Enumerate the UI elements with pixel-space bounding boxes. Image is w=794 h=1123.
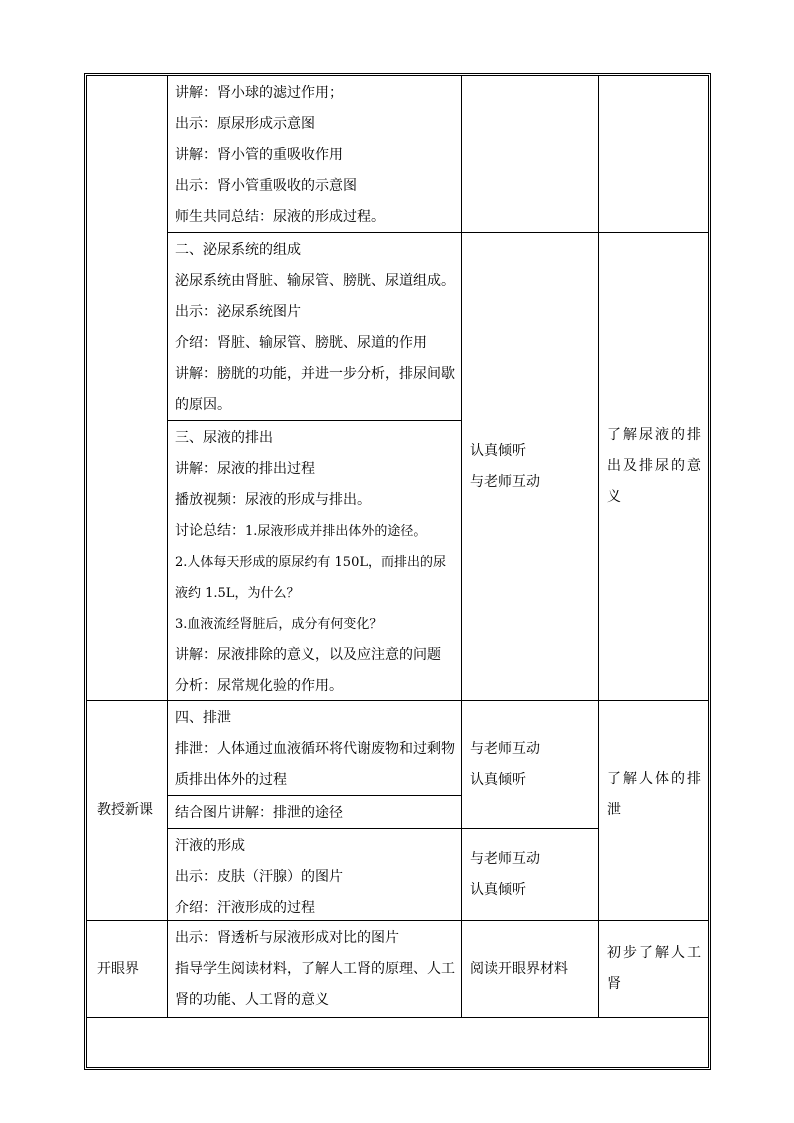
text-line: 讲解：膀胱的功能，并进一步分析，排尿间歇	[175, 366, 455, 382]
intent-line: 肾	[607, 976, 623, 992]
discussion-item: 3.血液流经肾脏后，成分有何变化？	[175, 617, 383, 632]
student-activity: 认真倾听	[470, 442, 526, 459]
teacher-cell-sweat	[167, 828, 462, 921]
text-line: 的原因。	[175, 397, 231, 413]
section-heading: 二、泌尿系统的组成	[175, 242, 301, 258]
student-cell-excretion	[461, 700, 599, 829]
discussion-item: 液约 1.5L，为什么？	[175, 586, 300, 601]
section-heading: 三、尿液的排出	[175, 430, 273, 446]
text-line: 讲解：尿液的排出过程	[175, 461, 315, 477]
intent-line: 出及排尿的意	[607, 458, 703, 474]
intent-cell-empty	[598, 75, 709, 233]
text-line: 出示：泌尿系统图片	[175, 304, 301, 320]
text-line: 介绍：肾脏、输尿管、膀胱、尿道的作用	[175, 335, 427, 351]
text-line: 汗液的形成	[175, 838, 245, 854]
text-line: 出示：肾小管重吸收的示意图	[175, 178, 357, 194]
text-line: 讲解：肾小球的滤过作用；	[175, 85, 343, 101]
stage-label: 教授新课	[97, 802, 153, 818]
teacher-cell-eye-opener	[167, 920, 462, 1018]
teacher-cell-urine-discharge	[167, 420, 462, 701]
teacher-cell-excretion	[167, 700, 462, 796]
intent-cell-excretion	[598, 700, 709, 921]
student-activity: 认真倾听	[470, 771, 526, 788]
text-line: 分析：尿常规化验的作用。	[175, 678, 343, 694]
student-activity: 与老师互动	[470, 740, 540, 757]
teacher-cell-excretion-path	[167, 795, 462, 829]
student-activity: 阅读开眼界材料	[470, 960, 568, 977]
discussion-label: 讨论总结：	[175, 523, 245, 539]
text-line: 播放视频：尿液的形成与排出。	[175, 492, 371, 508]
intent-line: 了解尿液的排	[607, 427, 703, 443]
student-cell-empty	[461, 75, 599, 233]
intent-cell-urine	[598, 232, 709, 701]
text-line: 排泄：人体通过血液循环将代谢废物和过剩物	[175, 741, 455, 757]
student-activity: 认真倾听	[470, 881, 526, 898]
section-heading: 四、排泄	[175, 710, 231, 726]
text-line: 质排出体外的过程	[175, 772, 287, 788]
stage-cell-empty	[86, 75, 168, 701]
stage-cell-eye-opener	[86, 920, 168, 1018]
teacher-cell-urinary-system	[167, 232, 462, 421]
discussion-item: 1.尿液形成并排出体外的途径。	[245, 524, 427, 539]
stage-label: 开眼界	[97, 960, 139, 977]
text-line: 出示：皮肤（汗腺）的图片	[175, 869, 343, 885]
student-cell-sweat	[461, 828, 599, 921]
text-line: 出示：原尿形成示意图	[175, 116, 315, 132]
discussion-line	[175, 516, 461, 547]
student-cell-eye-opener	[461, 920, 599, 1018]
text-line: 肾的功能、人工肾的意义	[175, 992, 329, 1008]
intent-line: 初步了解人工	[607, 945, 703, 961]
text-line: 泌尿系统由肾脏、输尿管、膀胱、尿道组成。	[175, 273, 455, 289]
text-line: 介绍：汗液形成的过程	[175, 900, 315, 916]
text-line: 出示：肾透析与尿液形成对比的图片	[175, 930, 399, 946]
intent-line: 泄	[607, 802, 623, 818]
student-activity: 与老师互动	[470, 473, 540, 490]
text-line: 讲解：肾小管的重吸收作用	[175, 147, 343, 163]
intent-line: 义	[607, 489, 623, 505]
table-empty-footer-row	[86, 1017, 709, 1068]
student-activity: 与老师互动	[470, 850, 540, 867]
text-line: 结合图片讲解：排泄的途径	[175, 805, 343, 821]
student-cell-urine	[461, 232, 599, 701]
discussion-item: 2.人体每天形成的原尿约有 150L，而排出的尿	[175, 555, 446, 570]
teacher-cell-kidney-process	[167, 75, 462, 233]
intent-line: 了解人体的排	[607, 771, 703, 787]
text-line: 讲解：尿液排除的意义，以及应注意的问题	[175, 647, 441, 663]
text-line: 指导学生阅读材料，了解人工肾的原理、人工	[175, 961, 455, 977]
stage-cell-new-lesson	[86, 700, 168, 921]
text-line: 师生共同总结：尿液的形成过程。	[175, 209, 385, 225]
intent-cell-eye-opener	[598, 920, 709, 1018]
